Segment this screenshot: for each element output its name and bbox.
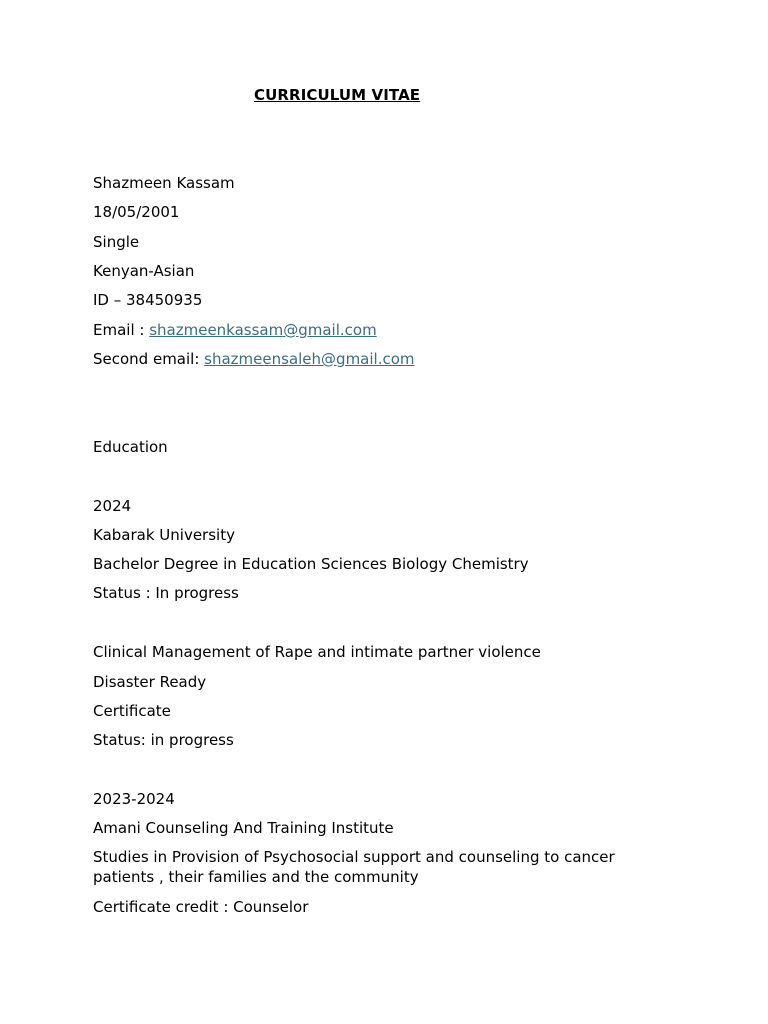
education-3-program: Studies in Provision of Psychosocial support and counseling to cancer patients , their families and the community [93, 848, 615, 886]
personal-id: ID – 38450935 [93, 291, 203, 309]
email-label: Email : [93, 321, 150, 339]
education-1-year: 2024 [93, 497, 132, 515]
second-email-line [93, 349, 415, 369]
document-title: CURRICULUM VITAE [254, 86, 421, 104]
email-line [93, 320, 377, 340]
education-3-institution: Amani Counseling And Training Institute [93, 819, 394, 837]
personal-name: Shazmeen Kassam [93, 174, 235, 192]
education-2-course-2: Disaster Ready [93, 673, 207, 691]
personal-marital-status: Single [93, 233, 140, 251]
education-2-type: Certificate [93, 702, 171, 720]
email-link[interactable]: shazmeenkassam@gmail.com [149, 321, 377, 339]
second-email-label: Second email: [93, 350, 205, 368]
education-2-course-1: Clinical Management of Rape and intimate partner violence [93, 643, 541, 661]
education-3-year: 2023-2024 [93, 790, 175, 808]
education-1-status: Status : In progress [93, 584, 239, 602]
education-heading: Education [93, 438, 168, 456]
personal-dob: 18/05/2001 [93, 203, 180, 221]
education-1-institution: Kabarak University [93, 526, 235, 544]
personal-nationality: Kenyan-Asian [93, 262, 195, 280]
education-2-status: Status: in progress [93, 731, 234, 749]
education-1-program: Bachelor Degree in Education Sciences Biology Chemistry [93, 555, 529, 573]
education-3-credit: Certificate credit : Counselor [93, 898, 309, 916]
second-email-link[interactable]: shazmeensaleh@gmail.com [204, 350, 415, 368]
